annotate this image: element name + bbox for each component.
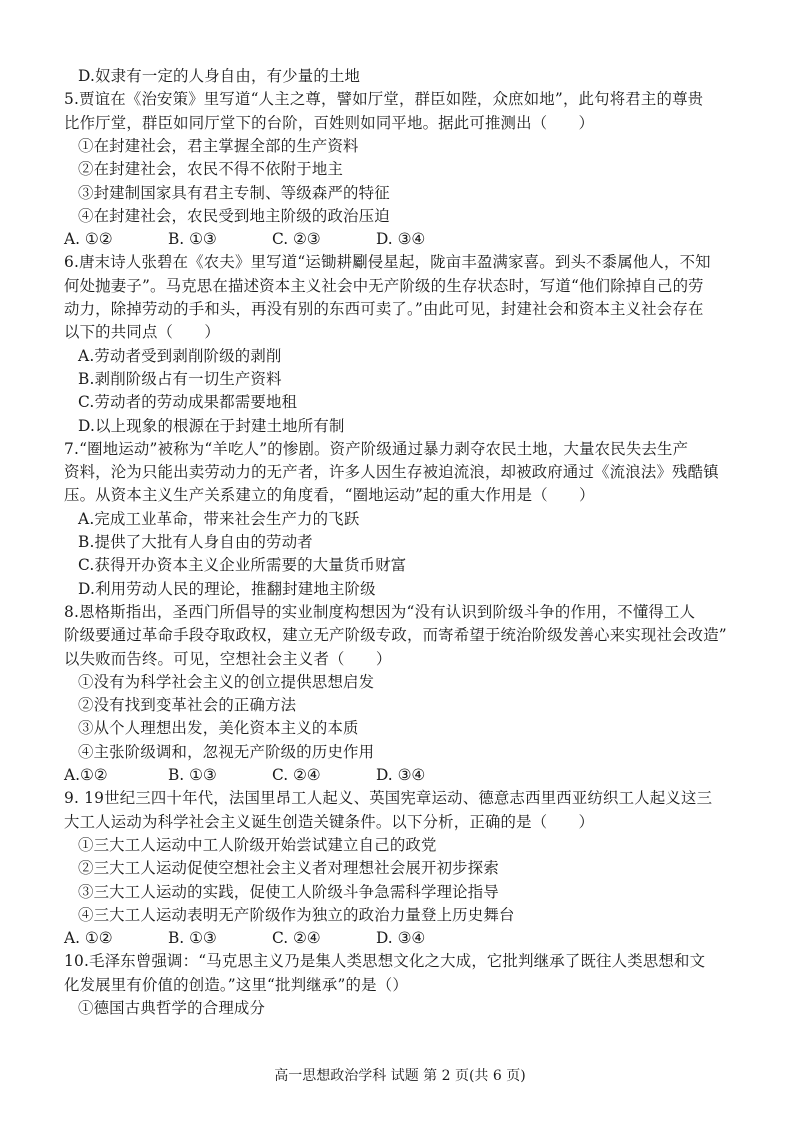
question-line: 阶级要通过革命手段夺取政权，建立无产阶级专政，而寄希望于统治阶级发善心来实现社会改造” [64,626,727,645]
choice-line: D.奴隶有一定的人身自由，有少量的土地 [78,67,361,85]
choice-line: ④主张阶级调和，忽视无产阶级的历史作用 [78,742,375,761]
question-line: 资料，沦为只能出卖劳动力的无产者，许多人因生存被迫流浪，却被政府通过《流浪法》残酷镇 [64,463,719,482]
answer-option: C. ②④ [272,929,321,948]
question-line: 压。从资本主义生产关系建立的角度看，“圈地运动”起的重大作用是（ ） [64,486,595,505]
question-line: 9. 19世纪三四十年代，法国里昂工人起义、英国宪章运动、德意志西里西亚纺织工人起义这三 [64,789,713,808]
choice-line: ④在封建社会，农民受到地主阶级的政治压迫 [78,206,390,225]
question-line: 6.唐末诗人张碧在《农夫》里写道“运锄耕劚侵星起，陇亩丰盈满家喜。到头不黍属他人，不知 [64,253,711,272]
answer-option: B. ①③ [168,230,217,249]
choice-line: B.剥削阶级占有一切生产资料 [78,369,282,388]
choice-line: ①在封建社会，君主掌握全部的生产资料 [78,136,359,155]
answer-option: D. ③④ [376,766,426,784]
question-line: 大工人运动为科学社会主义诞生创造关键条件。以下分析，正确的是（ ） [64,812,595,831]
choice-line: D.以上现象的根源在于封建土地所有制 [78,416,345,435]
question-line: 5.贾谊在《治安策》里写道“人主之尊，譬如厅堂，群臣如陛，众庶如地”，此句将君主的尊贵 [64,90,704,109]
answer-option: B. ①③ [168,929,217,948]
choice-line: ①德国古典哲学的合理成分 [78,999,266,1017]
choice-line: D.利用劳动人民的理论，推翻封建地主阶级 [78,579,376,598]
choice-line: A.完成工业革命，带来社会生产力的飞跃 [78,509,360,528]
question-line: 以失败而告终。可见，空想社会主义者（ ） [64,649,392,668]
choice-line: ③从个人理想出发，美化资本主义的本质 [78,719,359,738]
question-line: 比作厅堂，群臣如同厅堂下的台阶，百姓则如同平地。据此可推测出（ ） [64,113,595,132]
question-line: 何处抛妻子”。马克思在描述资本主义社会中无产阶级的生存状态时，写道“他们除掉自己的劳 [64,276,704,295]
answer-option: C. ②④ [272,766,321,784]
choice-line: ④三大工人运动表明无产阶级作为独立的政治力量登上历史舞台 [78,905,515,924]
choice-line: C.获得开办资本主义企业所需要的大量货币财富 [78,556,407,575]
question-line: 动力，除掉劳动的手和头，再没有别的东西可卖了。”由此可见，封建社会和资本主义社会存在 [64,300,704,318]
choice-line: ②三大工人运动促使空想社会主义者对理想社会展开初步探索 [78,859,499,878]
choice-line: ②在封建社会，农民不得不依附于地主 [78,160,344,179]
choice-line: C.劳动者的劳动成果都需要地租 [78,393,298,412]
answer-option: D. ③④ [376,929,426,948]
answer-option: A.①② [64,766,108,784]
answer-option: C. ②③ [272,230,321,249]
choice-line: ③封建制国家具有君主专制、等级森严的特征 [78,183,390,202]
question-line: 8.恩格斯指出，圣西门所倡导的实业制度构想因为“没有认识到阶级斗争的作用，不懂得工人 [64,602,696,621]
choice-line: ③三大工人运动的实践，促使工人阶级斗争急需科学理论指导 [78,882,499,901]
choice-line: ①没有为科学社会主义的创立提供思想启发 [78,672,375,691]
page-footer: 高一思想政治学科 试题 第 2 页(共 6 页) [274,1068,526,1084]
answer-option: A. ①② [64,230,113,249]
choice-line: ②没有找到变革社会的正确方法 [78,696,297,715]
answer-option: A. ①② [64,929,113,948]
question-line: 以下的共同点（ ） [64,323,220,342]
choice-line: A.劳动者受到剥削阶级的剥削 [78,346,282,365]
question-line: 化发展里有价值的创造。”这里“批判继承”的是（） [64,975,408,994]
choice-line: B.提供了大批有人身自由的劳动者 [78,533,313,551]
answer-option: B. ①③ [168,766,217,784]
question-line: 7.“圈地运动”被称为“羊吃人”的惨剧。资产阶级通过暴力剥夺农民土地，大量农民失去生产 [64,439,689,458]
choice-line: ①三大工人运动中工人阶级开始尝试建立自己的政党 [78,835,437,854]
answer-option: D. ③④ [376,230,426,249]
question-line: 10.毛泽东曾强调：“马克思主义乃是集人类思想文化之大成，它批判继承了既往人类思想和文 [64,952,706,971]
